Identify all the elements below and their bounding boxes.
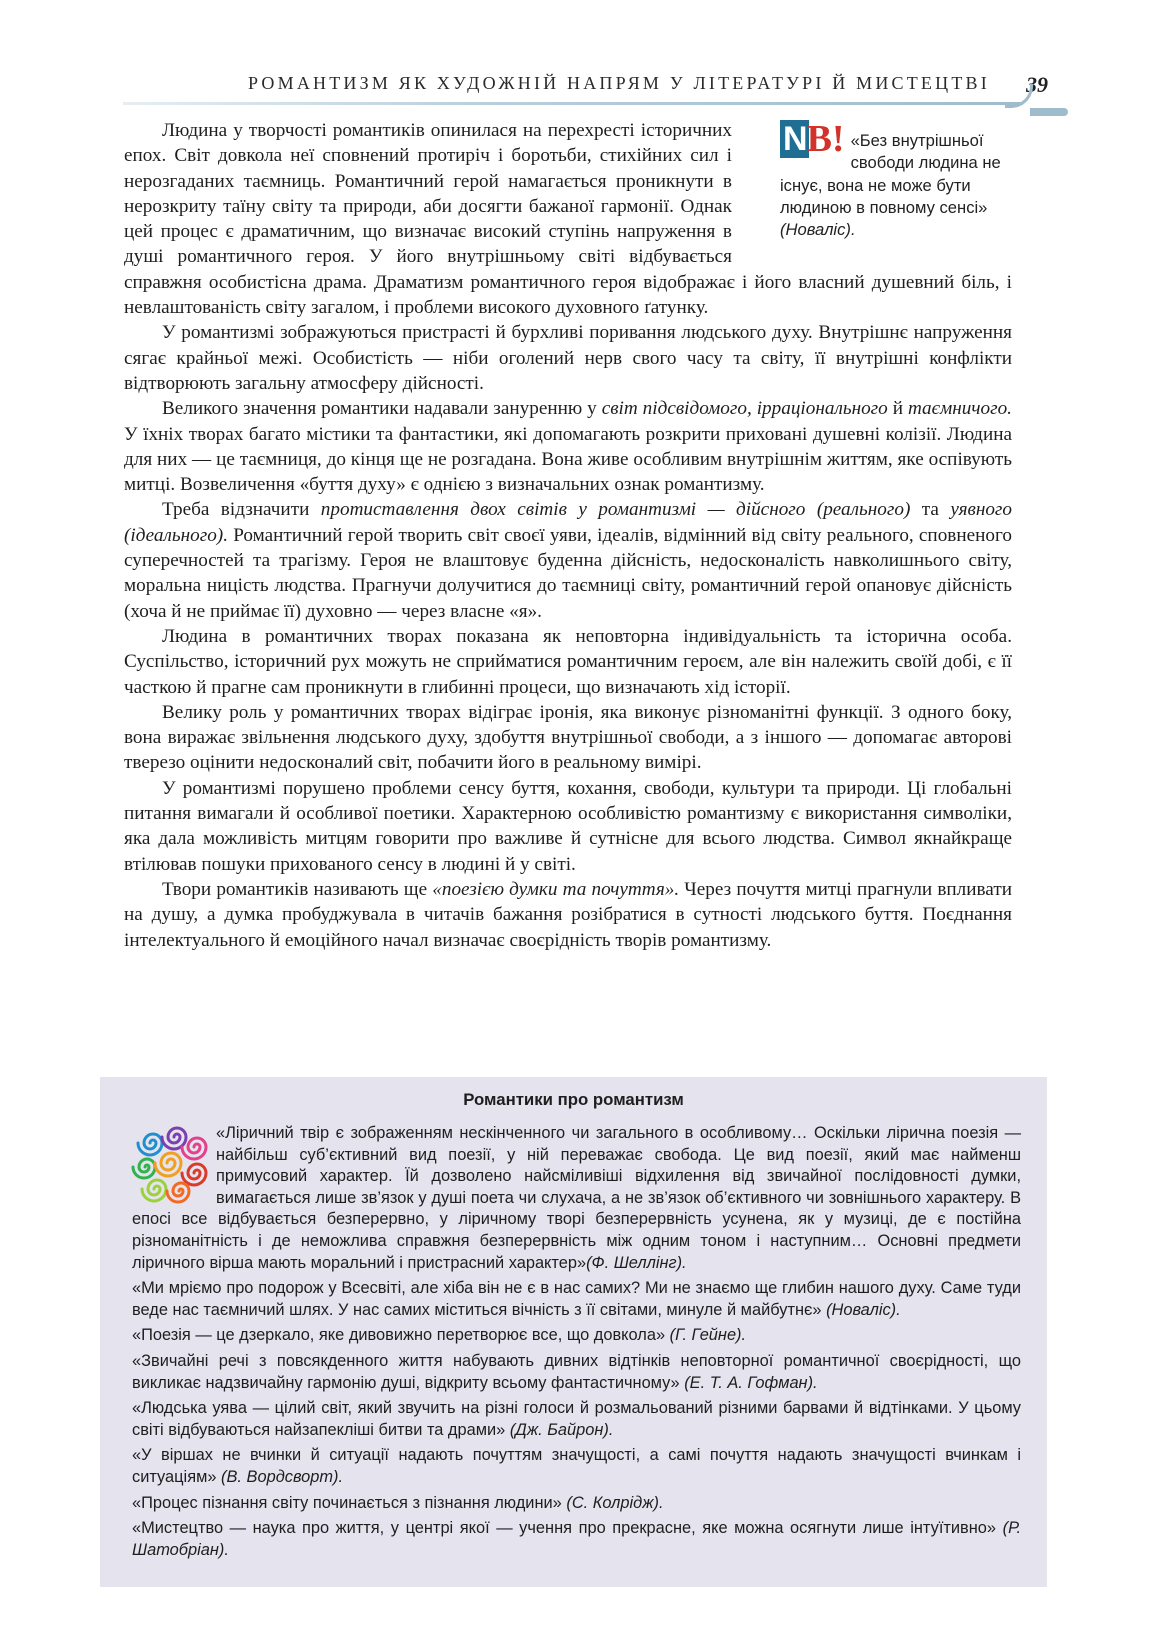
quote-author: (В. Вордсворт). bbox=[221, 1467, 344, 1486]
header-tab-decoration bbox=[1030, 108, 1068, 116]
paragraph-1: Людина у творчості романтиків опинилася на перехресті історичних епох. Світ довкола неї сповнений протиріч і боротьби, стихійних сил і нерозгаданих таємниць. Романтичний герой намагається проникнути в нерозкриту таїну світу та природи, аби досягти бажаної гармонії. Однак цей процес є драматичним, що визначає високий ступінь напруження в душі романтичного героя. У його внутрішньому світі відбувається справжня особистісна драма. Драматизм романтичного героя відображає і його власний душевний біль, і невлаштованість світу загалом, і проблеми високого духовного ґатунку. bbox=[124, 120, 1012, 319]
nb-logo-b: B! bbox=[806, 118, 845, 160]
quote-item bbox=[132, 1351, 1021, 1394]
running-title: РОМАНТИЗМ ЯК ХУДОЖНІЙ НАПРЯМ У ЛІТЕРАТУРІ Й МИСТЕЦТВІ bbox=[248, 73, 990, 93]
quote-text: «Людська уява — цілий світ, який звучить на різні голоси й розмальований різними барвами й відтінками. У цьому світі відбуваються найзапекліші битви та драми» bbox=[132, 1399, 1021, 1439]
p3-emphasis-1: світ підсвідомого, ірраціонального bbox=[601, 398, 888, 420]
quote-author: (Р. Шатобріан). bbox=[132, 1519, 1021, 1559]
paragraph-3 bbox=[124, 396, 1012, 497]
quote-item bbox=[132, 1123, 1021, 1274]
quote-text: «Ліричний твір є зображенням нескінченного чи загального в особливому… Оскільки лірична поезія — найбільш суб’єктивний вид поезії, у ній переважає свобода. Це вид поезії, який має найменш примусовий характер. Їй дозволено найсміливіші відхилення від звичайної послідовності думки, вимагається лише зв’язок у душі поета чи слухача, а не зв’язок об’єктивного чи зовнішнього характеру. В епосі все відбувається безперервно, у ліричному творі безперервність усунена, як у музиці, де є постійна різноманітність і де неможлива справжня безперервність між одним тоном і наступним… Основні предмети ліричного вірша мають моральний і пристрасний характер» bbox=[132, 1124, 1021, 1272]
quote-author: (Дж. Байрон). bbox=[509, 1420, 614, 1439]
quote-author: (Новаліс). bbox=[826, 1300, 901, 1319]
quote-text: «Поезія — це дзеркало, яке дивовижно перетворює все, що довкола» bbox=[132, 1326, 666, 1345]
quote-text: «Ми мріємо про подорож у Всесвіті, але хіба він не є в нас самих? Ми не знаємо ще глибин нашого духу. Саме туди веде нас таємничий шлях. У нас самих міститься вічність з її світами, минуле й майбутнє» bbox=[132, 1279, 1021, 1319]
p8-emphasis: «поезією думки та почуття». bbox=[432, 878, 680, 900]
p4-emphasis-1: протиставлення двох світів у романтизмі — дійсного (реального) bbox=[320, 499, 911, 521]
main-text bbox=[124, 118, 1012, 953]
romantics-quote-box bbox=[100, 1077, 1047, 1587]
p8-text-b: Через почуття митці прагнули впливати на душу, а думка пробуджувала в читачів бажання розібратися в сутності людського буття. Поєднання інтелектуального й емоційного начал визначає своєрідність творів романтизму. bbox=[124, 878, 1012, 951]
quote-author: (Е. Т. А. Гофман). bbox=[684, 1373, 818, 1392]
quote-author: (Ф. Шеллінг). bbox=[586, 1253, 687, 1272]
paragraph-2: У романтизмі зображуються пристрасті й бурхливі поривання людського духу. Внутрішнє напруження сягає крайньої межі. Особистість — ніби оголений нерв свого часу та світу, її внутрішні конфлікти відтворюють загальну атмосферу дійсності. bbox=[124, 322, 1012, 394]
p3-emphasis-2: таємничого. bbox=[907, 398, 1012, 420]
header-curve-decoration bbox=[1005, 84, 1033, 108]
p4-text-b: та bbox=[910, 499, 951, 521]
p3-text-a: Великого значення романтики надавали зануренню у bbox=[162, 398, 602, 420]
paragraph-8 bbox=[124, 877, 1012, 953]
paragraph-5: Людина в романтичних творах показана як неповторна індивідуальність та історична особа. Суспільство, історичний рух можуть не сприйматися романтичним героєм, але він належить своїй добі, є її часткою й прагне сам проникнути в глибинні процеси, що визначають хід історії. bbox=[124, 625, 1012, 698]
p4-emphasis-2: уявного (ідеального). bbox=[124, 499, 1013, 546]
page-number: 39 bbox=[1026, 72, 1048, 97]
quote-box-title: Романтики про романтизм bbox=[463, 1090, 684, 1109]
paragraph-7: У романтизмі порушено проблеми сенсу буття, кохання, свободи, культури та природи. Ці глобальні питання вимагали й особливої поетики. Характерною особливістю романтизму є використання символіки, яка дала можливість митцям говорити про важливе й сутнісне для всього людства. Символ якнайкраще втілював пошуки прихованого сенсу в людині й у світі. bbox=[124, 777, 1012, 875]
rainbow-swirls-icon bbox=[130, 1123, 212, 1207]
quote-text: «Процес пізнання світу починається з пізнання людини» bbox=[132, 1493, 562, 1512]
quote-text: «Мистецтво — наука про життя, у центрі якої — учення про прекрасне, яке можна осягнути лише інтуїтивно» bbox=[132, 1519, 997, 1538]
p4-text-c: Романтичний герой творить світ своєї уяви, ідеалів, відмінний від світу реального, сповненого суперечностей та трагізму. Героя не влаштовує буденна дійсність, недосконалість навколишнього світу, моральна ницість людства. Прагнучи долучитися до таємниці світу, романтичний герой опановує дійсність (хоча й не приймає її) духовно — через власне «я». bbox=[124, 524, 1012, 622]
p8-text-a: Твори романтиків називають ще bbox=[162, 878, 433, 900]
header-rule bbox=[123, 102, 1023, 105]
nb-quote-text: «Без внутрішньої свободи людина не існує, вона не може бути людиною в повному сенсі» bbox=[780, 131, 1001, 217]
p4-text-a: Треба відзначити bbox=[162, 499, 321, 521]
quote-item bbox=[132, 1278, 1021, 1321]
nb-float-space bbox=[758, 118, 1012, 260]
quote-item bbox=[132, 1398, 1021, 1441]
quote-item bbox=[132, 1518, 1021, 1561]
paragraph-4 bbox=[124, 497, 1012, 623]
p3-text-b: й bbox=[887, 398, 908, 420]
quote-item bbox=[132, 1493, 1021, 1515]
quote-item bbox=[132, 1445, 1021, 1488]
p3-text-c: У їхніх творах багато містики та фантастики, які допомагають розкрити приховані душевні колізії. Людина для них — це таємниця, до кінця ще не розгадана. Вона живе особливим внутрішнім життям, яке оспівують митці. Возвеличення «буття духу» є однією з визначальних ознак романтизму. bbox=[124, 423, 1012, 496]
quote-text: «Звичайні речі з повсякденного життя набувають дивних відтінків неповторної романтичної своєрідності, що викликає надзвичайну гармонію душі, відкриту всьому фантастичному» bbox=[132, 1351, 1021, 1392]
quote-list bbox=[132, 1123, 1021, 1565]
nb-quote-attribution: (Новаліс). bbox=[780, 220, 856, 240]
nb-logo-n: N bbox=[780, 120, 809, 158]
quote-author: (Г. Гейне). bbox=[669, 1326, 747, 1345]
quote-item bbox=[132, 1325, 1021, 1347]
paragraph-6: Велику роль у романтичних творах відіграє іронія, яка виконує різноманітні функції. З одного боку, вона виражає звільнення людського духу, здобуття внутрішньої свободи, а з іншого — допомагає авторові тверезо оцінити недосконалий світ, побачити його в реальному вимірі. bbox=[124, 701, 1012, 774]
quote-text: «У віршах не вчинки й ситуації надають почуттям значущості, а самі почуття надають значущості вчинкам і ситуаціям» bbox=[132, 1446, 1021, 1486]
quote-author: (С. Колрідж). bbox=[566, 1493, 664, 1512]
